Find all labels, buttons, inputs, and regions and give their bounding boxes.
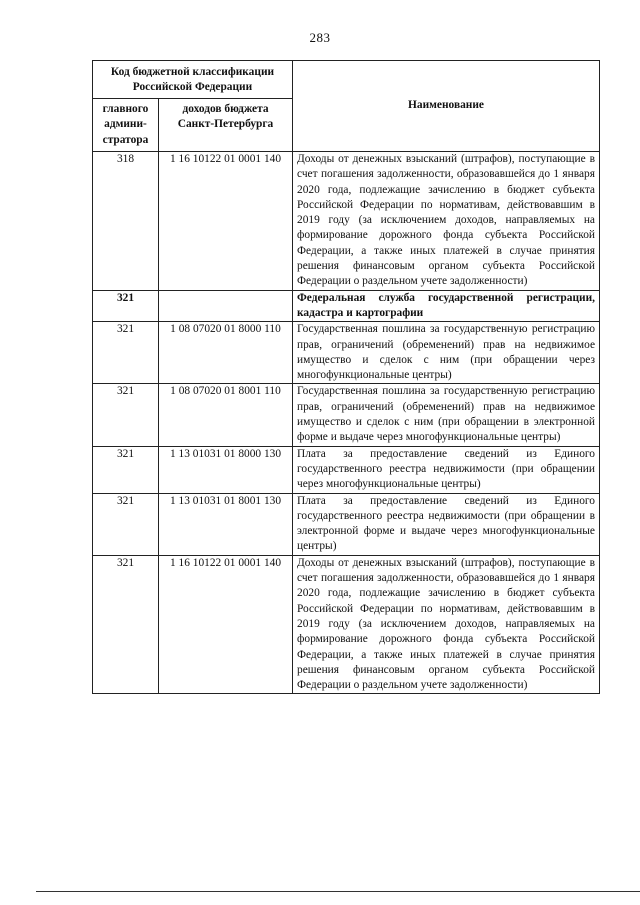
name-cell: Плата за предоставление сведений из Единого государственного реестра недвижимости (при обращении через многофункциональные центры) — [293, 446, 600, 493]
header-budget-income: доходов бюджета Санкт-Петербурга — [159, 99, 293, 152]
name-cell: Доходы от денежных взысканий (штрафов), поступающие в счет погашения задолженности, образовавшейся до 1 января 2020 года, подлежащие зачислению в бюджет субъекта Российской Федерации по нормативам, действовавшим в 2019 году (за исключением доходов, направляемых на формирование дорожного фонда субъекта Российской Федерации, а также иных платежей в случае принятия решения финансовым органом субъекта Российской Федерации о раздельном учете задолженности) — [293, 152, 600, 291]
name-cell: Федеральная служба государственной регистрации, кадастра и картографии — [293, 290, 600, 322]
table-row — [93, 555, 600, 694]
page-number: 283 — [309, 30, 331, 45]
table-row — [93, 493, 600, 555]
budget-classification-table — [92, 60, 600, 694]
name-cell: Государственная пошлина за государственную регистрацию прав, ограничений (обременений) прав на недвижимое имущество и сделок с ним (при обращении в электронной форме и выдаче через многофункциональные центры) — [293, 384, 600, 446]
table-row — [93, 384, 600, 446]
income-code-cell: 1 16 10122 01 0001 140 — [159, 152, 293, 291]
income-code-cell: 1 13 01031 01 8000 130 — [159, 446, 293, 493]
income-code-cell: 1 16 10122 01 0001 140 — [159, 555, 293, 694]
table-row — [93, 152, 600, 291]
income-code-cell: 1 13 01031 01 8001 130 — [159, 493, 293, 555]
table-header-row — [93, 61, 600, 99]
name-cell: Плата за предоставление сведений из Единого государственного реестра недвижимости (при обращении в электронной форме и выдаче через многофункциональные центры) — [293, 493, 600, 555]
table-row — [93, 322, 600, 384]
admin-code-cell: 321 — [93, 493, 159, 555]
header-budget-classification-code: Код бюджетной классификации Российской Федерации — [93, 61, 293, 99]
income-code-cell — [159, 290, 293, 322]
page-bottom-rule — [36, 891, 640, 892]
admin-code-cell: 321 — [93, 290, 159, 322]
table-row — [93, 446, 600, 493]
admin-code-cell: 321 — [93, 322, 159, 384]
income-code-cell: 1 08 07020 01 8000 110 — [159, 322, 293, 384]
admin-code-cell: 321 — [93, 384, 159, 446]
admin-code-cell: 321 — [93, 555, 159, 694]
name-cell: Доходы от денежных взысканий (штрафов), поступающие в счет погашения задолженности, образовавшейся до 1 января 2020 года, подлежащие зачислению в бюджет субъекта Российской Федерации по нормативам, действовавшим в 2019 году (за исключением доходов, направляемых на формирование дорожного фонда субъекта Российской Федерации, а также иных платежей в случае принятия решения финансовым органом субъекта Российской Федерации о раздельном учете задолженности) — [293, 555, 600, 694]
header-name-column: Наименование — [293, 61, 600, 152]
admin-code-cell: 321 — [93, 446, 159, 493]
table-row — [93, 290, 600, 322]
header-chief-administrator: главного админи-стратора — [93, 99, 159, 152]
name-cell: Государственная пошлина за государственную регистрацию прав, ограничений (обременений) прав на недвижимое имущество и сделок с ним (при обращении через многофункциональные центры) — [293, 322, 600, 384]
income-code-cell: 1 08 07020 01 8001 110 — [159, 384, 293, 446]
admin-code-cell: 318 — [93, 152, 159, 291]
